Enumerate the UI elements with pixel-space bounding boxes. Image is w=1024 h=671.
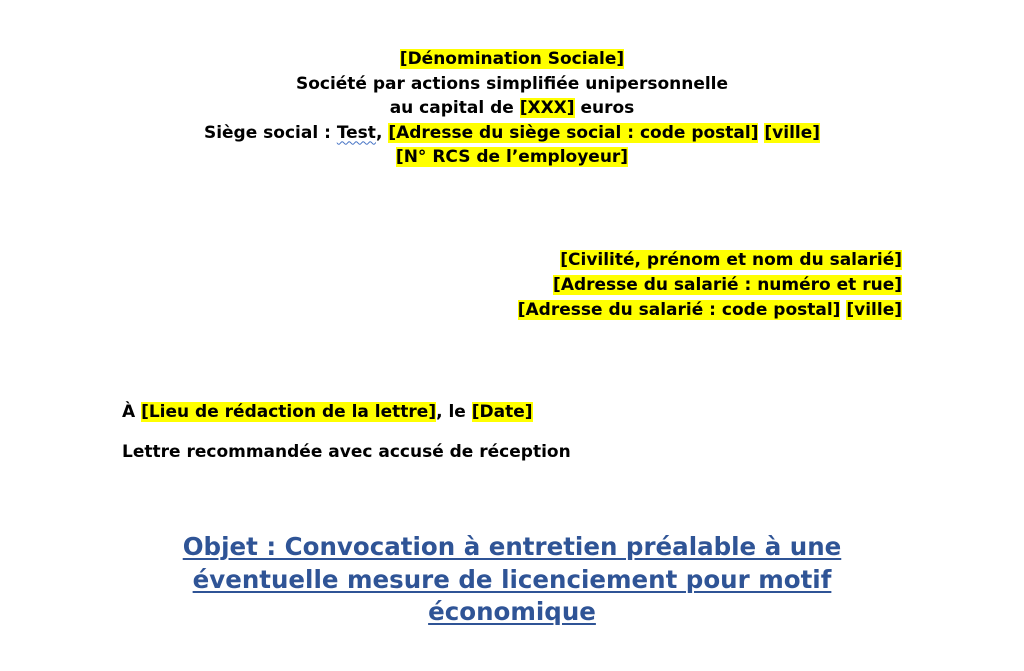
seat-comma: , bbox=[375, 122, 389, 143]
recipient-postal-line bbox=[518, 298, 902, 323]
recipient-postal-placeholder[interactable]: [Adresse du salarié : code postal] bbox=[517, 300, 841, 320]
seat-word: Test bbox=[336, 122, 376, 143]
capital-prefix: au capital de bbox=[389, 98, 520, 118]
company-seat-line bbox=[0, 121, 1024, 146]
recipient-block bbox=[518, 248, 902, 323]
subject-line-2: éventuelle mesure de licenciement pour motif bbox=[192, 564, 832, 594]
subject-heading bbox=[0, 531, 1024, 629]
seat-address-placeholder[interactable]: [Adresse du siège social : code postal] bbox=[388, 122, 759, 143]
company-capital-line bbox=[0, 96, 1024, 121]
seat-label: Siège social : bbox=[203, 122, 337, 143]
place-date-middle: , le bbox=[436, 402, 472, 422]
subject-line-3: économique bbox=[428, 597, 596, 626]
recipient-name-line bbox=[518, 248, 902, 273]
date-placeholder[interactable]: [Date] bbox=[471, 402, 533, 422]
capital-amount-placeholder[interactable]: [XXX] bbox=[519, 98, 575, 118]
seat-city-placeholder[interactable]: [ville] bbox=[764, 122, 821, 143]
recipient-city-placeholder[interactable]: [ville] bbox=[846, 300, 902, 320]
recipient-street-placeholder[interactable]: [Adresse du salarié : numéro et rue] bbox=[553, 275, 902, 295]
place-date-line bbox=[122, 400, 533, 425]
recipient-name-placeholder[interactable]: [Civilité, prénom et nom du salarié] bbox=[560, 250, 902, 270]
company-name-placeholder[interactable]: [Dénomination Sociale] bbox=[399, 49, 625, 69]
place-placeholder[interactable]: [Lieu de rédaction de la lettre] bbox=[141, 402, 437, 422]
registered-mail-line: Lettre recommandée avec accusé de réception bbox=[122, 442, 571, 462]
subject-line-1: Objet : Convocation à entretien préalable à une bbox=[182, 532, 842, 561]
company-legal-form: Société par actions simplifiée unipersonnelle bbox=[295, 73, 729, 94]
recipient-street-line bbox=[518, 273, 902, 298]
rcs-placeholder[interactable]: [N° RCS de l’employeur] bbox=[395, 147, 629, 167]
company-rcs-line bbox=[0, 145, 1024, 170]
company-name-line bbox=[0, 47, 1024, 72]
place-prefix: À bbox=[122, 402, 142, 422]
capital-suffix: euros bbox=[574, 98, 635, 118]
company-header bbox=[0, 47, 1024, 170]
